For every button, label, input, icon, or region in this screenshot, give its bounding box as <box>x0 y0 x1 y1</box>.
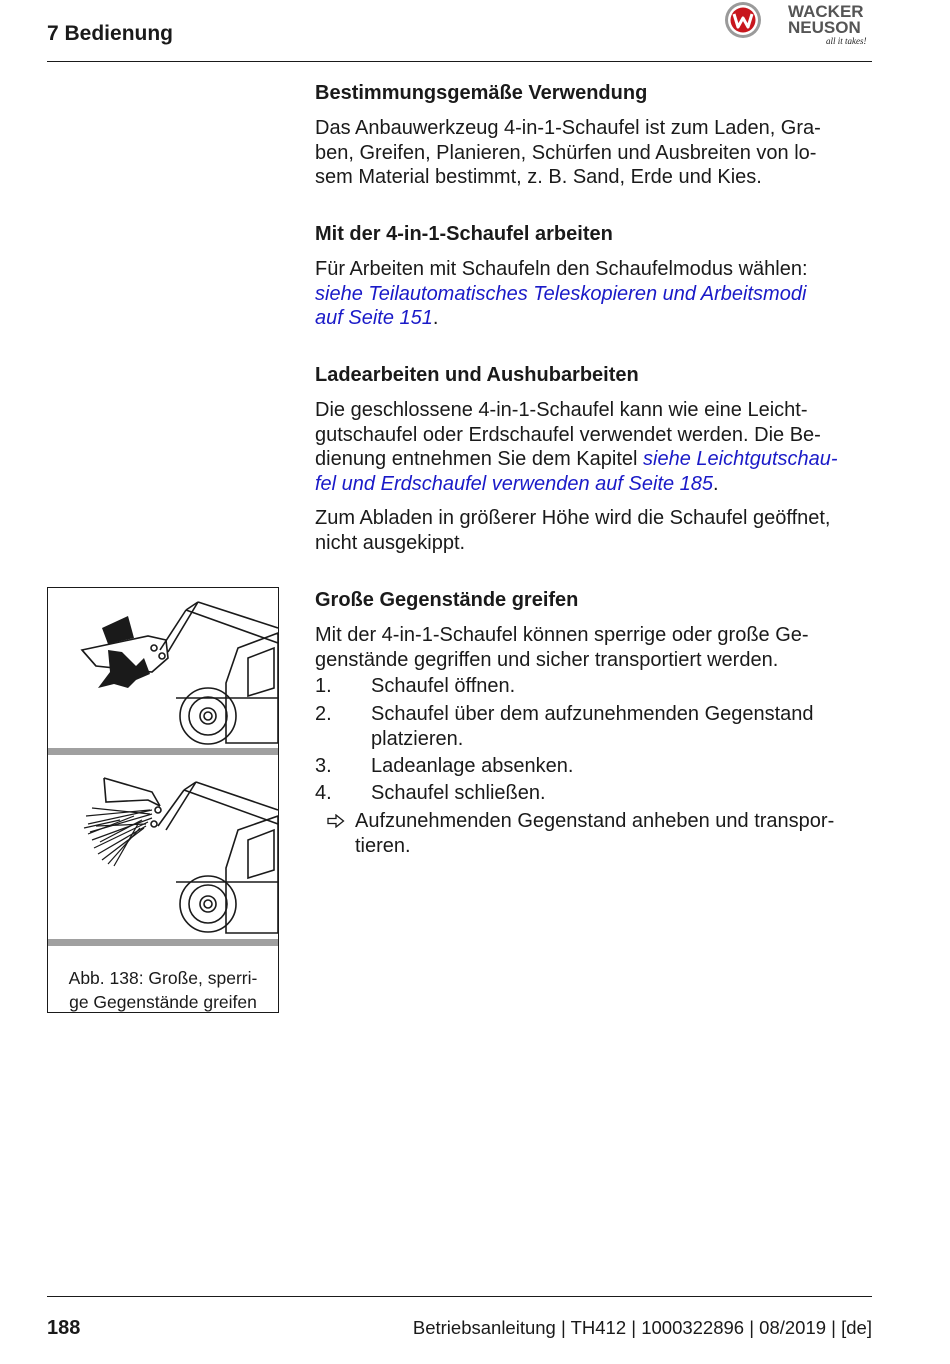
link-teleskopieren[interactable]: siehe Teilautomatisches Teleskopieren und Arbeitsmodi <box>315 282 807 305</box>
ground-bar <box>48 939 278 946</box>
heading-intended-use: Bestimmungsgemäße Verwendung <box>315 82 648 104</box>
text-line: nicht ausgekippt. <box>315 531 466 554</box>
step-number: 4. <box>315 782 332 804</box>
heading-working-with-bucket: Mit der 4-in-1-Schaufel arbeiten <box>315 223 613 245</box>
text-line: gutschaufel oder Erdschaufel verwendet werden. Die Be- <box>315 423 821 446</box>
header-divider <box>47 61 872 62</box>
step-text: Ladeanlage absenken. <box>371 755 574 777</box>
text-line: Das Anbauwerkzeug 4-in-1-Schaufel ist zum Laden, Gra- <box>315 117 821 139</box>
step-text: Schaufel öffnen. <box>371 675 516 697</box>
heading-grab-objects: Große Gegenstände greifen <box>315 589 579 611</box>
text-line: ben, Greifen, Planieren, Schürfen und Ausbreiten von lo- <box>315 141 817 164</box>
step-number: 3. <box>315 755 332 777</box>
chapter-title: 7 Bedienung <box>47 22 174 45</box>
step-number: 2. <box>315 703 332 725</box>
ground-bar <box>48 748 278 755</box>
figure-caption <box>48 966 278 1014</box>
text-line: genstände gegriffen und sicher transportiert werden. <box>315 648 779 671</box>
step-text: Schaufel über dem aufzunehmenden Gegenstand <box>371 703 814 725</box>
text-line: Die geschlossene 4-in-1-Schaufel kann wie eine Leicht- <box>315 399 808 421</box>
text-line: dienung entnehmen Sie dem Kapitel <box>315 448 644 470</box>
paragraph-loading-work <box>315 398 875 496</box>
paragraph-unloading <box>315 506 875 555</box>
wacker-neuson-logo <box>722 0 878 48</box>
caption-line: ge Gegenstände greifen <box>69 992 257 1012</box>
link-teleskopieren-page[interactable]: auf Seite 151 <box>315 307 433 329</box>
paragraph-grab-intro <box>315 623 875 672</box>
text-line: Für Arbeiten mit Schaufeln den Schaufelmodus wählen: <box>315 258 808 280</box>
footer-divider <box>47 1296 872 1297</box>
step-text: Schaufel schließen. <box>371 782 546 804</box>
punctuation: . <box>713 472 719 495</box>
figure-box <box>47 587 279 1013</box>
step-text-continued: platzieren. <box>371 727 464 750</box>
document-info: Betriebsanleitung | TH412 | 1000322896 | 08/2019 | [de] <box>412 1317 872 1338</box>
link-leichtgutschaufel[interactable]: siehe Leichtgutschau- <box>643 448 838 470</box>
link-leichtgutschaufel-page[interactable]: fel und Erdschaufel verwenden auf Seite 185 <box>315 472 714 495</box>
punctuation: . <box>432 307 439 329</box>
step-number: 1. <box>315 675 332 697</box>
text-line: sem Material bestimmt, z. B. Sand, Erde und Kies. <box>315 166 762 188</box>
page-number: 188 <box>47 1317 81 1339</box>
result-text-continued: tieren. <box>355 834 411 857</box>
text-line: Zum Abladen in größerer Höhe wird die Schaufel geöffnet, <box>315 507 831 529</box>
svg-text:NEUSON: NEUSON <box>788 18 861 37</box>
text-line: Mit der 4-in-1-Schaufel können sperrige oder große Ge- <box>315 624 809 646</box>
caption-line: Abb. 138: Große, sperri- <box>68 968 258 988</box>
svg-text:all it takes!: all it takes! <box>826 36 867 46</box>
svg-text:WACKER: WACKER <box>788 2 864 21</box>
result-text: Aufzunehmenden Gegenstand anheben und transpor- <box>355 810 835 832</box>
paragraph-working-with-bucket <box>315 257 875 331</box>
telehandler-illustration <box>48 588 278 960</box>
paragraph-intended-use <box>315 116 875 190</box>
heading-loading-work: Ladearbeiten und Aushubarbeiten <box>315 364 639 386</box>
result-arrow-icon <box>327 814 345 828</box>
